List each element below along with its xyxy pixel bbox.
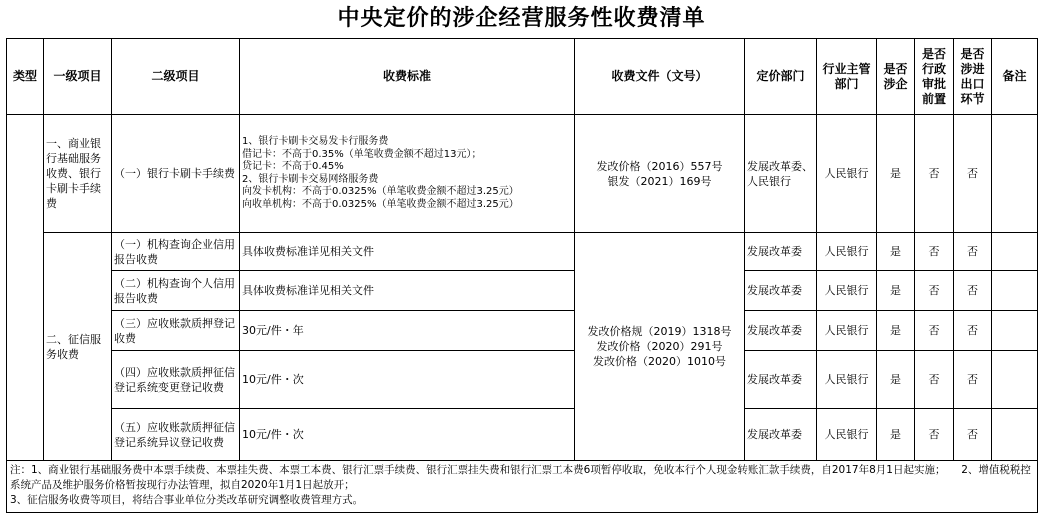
enterprise-cell: 是 <box>877 409 915 461</box>
dept-cell: 发展改革委 <box>745 351 817 409</box>
import-export-cell: 否 <box>954 409 992 461</box>
approval-cell: 否 <box>915 233 954 271</box>
document-cell: 发改价格规（2019）1318号 发改价格（2020）291号 发改价格（2020）1010号 <box>575 233 745 461</box>
table-row <box>7 271 1038 311</box>
remark-cell <box>992 311 1038 351</box>
approval-cell: 否 <box>915 409 954 461</box>
dept-cell: 发展改革委 <box>745 409 817 461</box>
level2-cell: （一）银行卡刷卡手续费 <box>112 115 240 233</box>
import-export-cell: 否 <box>954 233 992 271</box>
header-import-export: 是否涉进出口环节 <box>954 39 992 115</box>
note-line: 注：1、商业银行基础服务费中本票手续费、本票挂失费、本票工本费、银行汇票手续费、银行汇票挂失费和银行汇票工本费6项暂停收取，免收本行个人现金转账汇款手续费，自2017年8月1日起实施； 2、增值税税控系统产品及维护服务价格暂按现行办法管理，拟自2020年1月1日起放开； <box>10 464 1031 491</box>
level1-cell: 一、商业银行基础服务收费、银行卡刷卡手续费 <box>44 115 112 233</box>
note-cell <box>7 461 1038 513</box>
enterprise-cell: 是 <box>877 351 915 409</box>
approval-cell: 否 <box>915 115 954 233</box>
authority-cell: 人民银行 <box>817 233 877 271</box>
authority-cell: 人民银行 <box>817 409 877 461</box>
header-row <box>7 39 1038 115</box>
header-enterprise: 是否涉企 <box>877 39 915 115</box>
dept-cell: 发展改革委 <box>745 233 817 271</box>
authority-cell: 人民银行 <box>817 271 877 311</box>
table-row <box>7 115 1038 233</box>
import-export-cell: 否 <box>954 115 992 233</box>
import-export-cell: 否 <box>954 271 992 311</box>
note-line: 3、征信服务收费等项目，将结合事业单位分类改革研究调整收费管理方式。 <box>10 494 364 506</box>
authority-cell: 人民银行 <box>817 351 877 409</box>
approval-cell: 否 <box>915 311 954 351</box>
header-standard: 收费标准 <box>240 39 575 115</box>
header-level2: 二级项目 <box>112 39 240 115</box>
level2-cell: （二）机构查询个人信用报告收费 <box>112 271 240 311</box>
remark-cell <box>992 351 1038 409</box>
table-row <box>7 409 1038 461</box>
level2-cell: （五）应收账款质押征信登记系统异议登记收费 <box>112 409 240 461</box>
dept-cell: 发展改革委 <box>745 311 817 351</box>
level1-cell: 二、征信服务收费 <box>44 233 112 461</box>
standard-cell: 具体收费标准详见相关文件 <box>240 233 575 271</box>
level2-cell: （三）应收账款质押登记收费 <box>112 311 240 351</box>
table-row <box>7 311 1038 351</box>
standard-cell: 具体收费标准详见相关文件 <box>240 271 575 311</box>
enterprise-cell: 是 <box>877 271 915 311</box>
header-remark: 备注 <box>992 39 1038 115</box>
remark-cell <box>992 233 1038 271</box>
dept-cell: 发展改革委 <box>745 271 817 311</box>
approval-cell: 否 <box>915 271 954 311</box>
enterprise-cell: 是 <box>877 311 915 351</box>
standard-cell: 10元/件・次 <box>240 351 575 409</box>
dept-cell: 发展改革委、人民银行 <box>745 115 817 233</box>
header-document: 收费文件（文号） <box>575 39 745 115</box>
approval-cell: 否 <box>915 351 954 409</box>
level2-cell: （一）机构查询企业信用报告收费 <box>112 233 240 271</box>
header-authority: 行业主管部门 <box>817 39 877 115</box>
header-type: 类型 <box>7 39 44 115</box>
header-dept: 定价部门 <box>745 39 817 115</box>
remark-cell <box>992 271 1038 311</box>
import-export-cell: 否 <box>954 351 992 409</box>
header-approval: 是否行政审批前置 <box>915 39 954 115</box>
header-level1: 一级项目 <box>44 39 112 115</box>
standard-cell: 30元/件・年 <box>240 311 575 351</box>
authority-cell: 人民银行 <box>817 311 877 351</box>
type-cell <box>7 115 44 461</box>
standard-cell: 10元/件・次 <box>240 409 575 461</box>
enterprise-cell: 是 <box>877 115 915 233</box>
authority-cell: 人民银行 <box>817 115 877 233</box>
table-row <box>7 351 1038 409</box>
table-row <box>7 233 1038 271</box>
level2-cell: （四）应收账款质押征信登记系统变更登记收费 <box>112 351 240 409</box>
document-cell: 发改价格（2016）557号 银发（2021）169号 <box>575 115 745 233</box>
note-row <box>7 461 1038 513</box>
import-export-cell: 否 <box>954 311 992 351</box>
remark-cell <box>992 409 1038 461</box>
page-title: 中央定价的涉企经营服务性收费清单 <box>337 5 706 31</box>
remark-cell <box>992 115 1038 233</box>
standard-cell: 1、银行卡刷卡交易发卡行服务费 借记卡：不高于0.35%（单笔收费金额不超过13元）； 贷记卡：不高于0.45% 2、银行卡刷卡交易网络服务费 向发卡机构：不高于0.0325%（单笔收费金额不超过3.25元） 向收单机构：不高于0.0325%（单笔收费金额不超过3.25元） <box>240 115 575 233</box>
enterprise-cell: 是 <box>877 233 915 271</box>
fee-table <box>6 38 1038 513</box>
